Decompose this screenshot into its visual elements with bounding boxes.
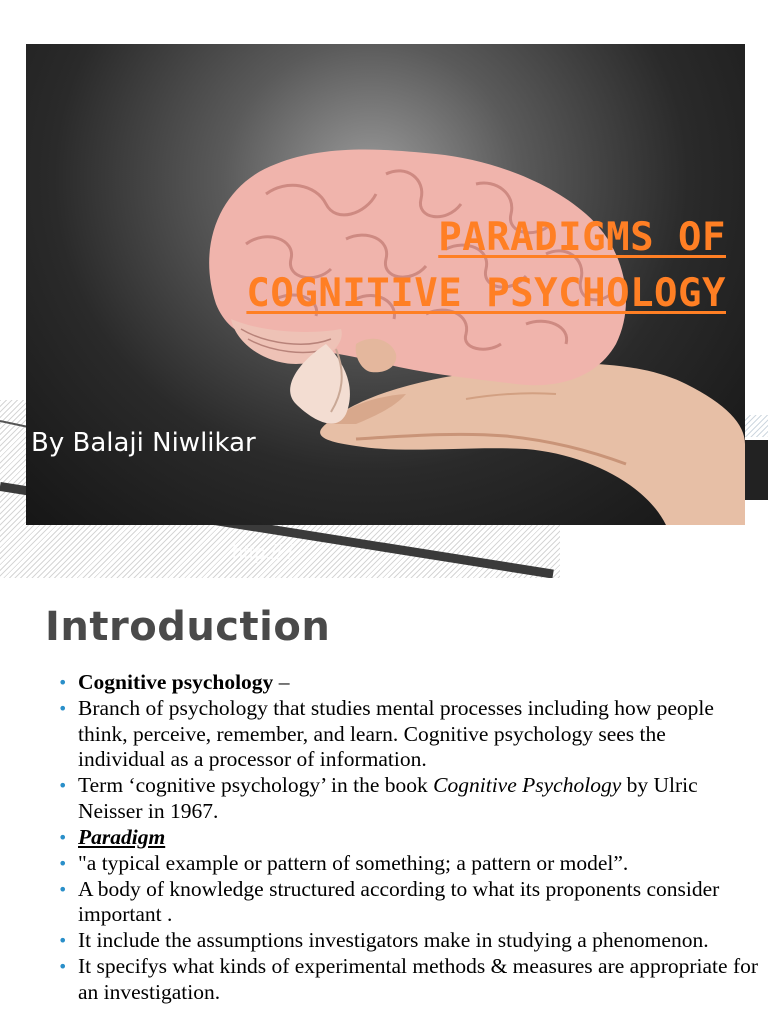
list-item: • A body of knowledge structured according to what its proponents consider important .: [78, 877, 758, 928]
list-item: [78, 670, 758, 696]
bullet-dash: –: [273, 670, 290, 694]
list-item: [78, 825, 758, 851]
title-line-1: PARADIGMS OF: [438, 215, 726, 260]
list-item: • It specifys what kinds of experimental methods & measures are appropriate for an investigation.: [78, 954, 758, 1005]
list-item: • It include the assumptions investigators make in studying a phenomenon.: [78, 928, 758, 954]
bullet-text-post: by Ulric Neisser in 1967.: [78, 773, 698, 823]
right-edge-decoration: [744, 415, 768, 437]
source-url-watermark: http:// /: [232, 542, 294, 564]
bullet-term: Cognitive psychology: [78, 670, 274, 694]
introduction-slide: [0, 578, 768, 1024]
author-byline: By Balaji Niwlikar: [31, 428, 256, 458]
right-edge-dark-decoration: [744, 440, 768, 500]
presentation-title: [246, 210, 726, 322]
list-item: • Branch of psychology that studies mental processes including how people think, perceive, remember, and learn. Cognitive psychology sees the individual as a processor of information.: [78, 696, 758, 773]
bullet-term-paradigm: Paradigm: [78, 824, 166, 849]
slide-heading: Introduction: [45, 604, 331, 650]
bullet-list: [56, 670, 758, 1006]
list-item: • "a typical example or pattern of something; a pattern or model”.: [78, 851, 758, 877]
title-line-2: COGNITIVE PSYCHOLOGY: [246, 271, 726, 316]
list-item: [78, 773, 758, 824]
bullet-text-pre: Term ‘cognitive psychology’ in the book: [78, 773, 434, 797]
book-title: Cognitive Psychology: [433, 773, 622, 797]
